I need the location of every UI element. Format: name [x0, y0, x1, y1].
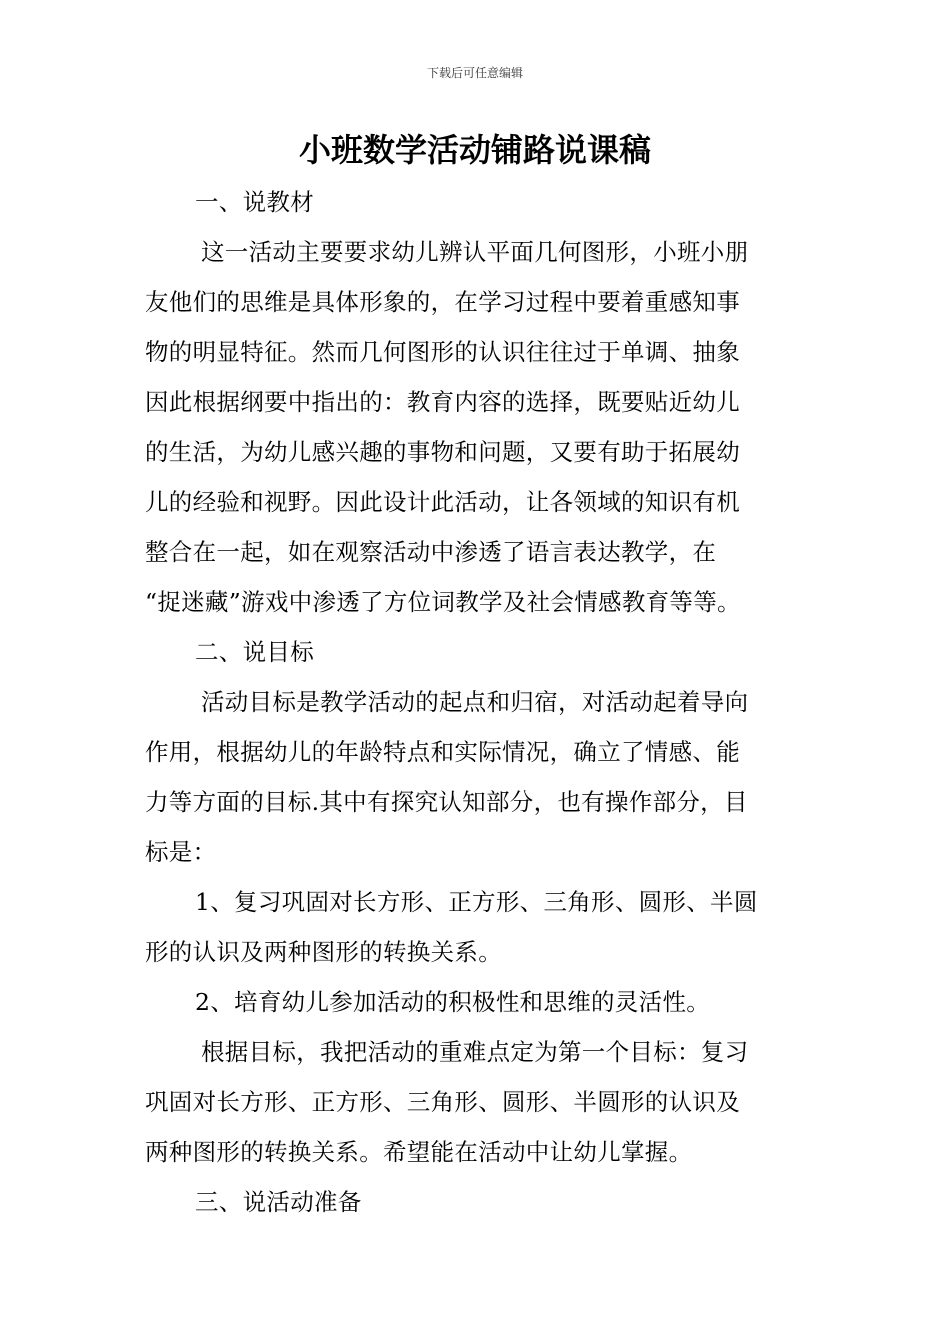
paragraph-line: 标是：	[145, 838, 217, 866]
paragraph-key-points	[145, 1027, 807, 1177]
document-title: 小班数学活动铺路说课稿	[298, 131, 651, 169]
paragraph-teaching-material	[145, 227, 807, 627]
document-body	[145, 177, 807, 1227]
paragraph-line: 2、培育幼儿参加活动的积极性和思维的灵活性。	[195, 988, 711, 1016]
goal-item-2	[145, 977, 807, 1027]
paragraph-line: 儿的经验和视野。因此设计此活动，让各领域的知识有机	[145, 488, 740, 516]
goal-item-1	[145, 877, 807, 977]
section-heading-preparation: 三、说活动准备	[195, 1188, 362, 1216]
paragraph-line: 物的明显特征。然而几何图形的认识往往过于单调、抽象	[145, 338, 740, 366]
paragraph-line: 友他们的思维是具体形象的，在学习过程中要着重感知事	[145, 288, 740, 316]
paragraph-line: 两种图形的转换关系。希望能在活动中让幼儿掌握。	[145, 1138, 693, 1166]
paragraph-line: 的生活，为幼儿感兴趣的事物和问题，又要有助于拓展幼	[145, 438, 740, 466]
section-heading-goals: 二、说目标	[195, 638, 314, 666]
paragraph-goals	[145, 677, 807, 877]
paragraph-line: 作用，根据幼儿的年龄特点和实际情况，确立了情感、能	[145, 738, 740, 766]
paragraph-line: 形的认识及两种图形的转换关系。	[145, 938, 502, 966]
paragraph-line: 1、复习巩固对长方形、正方形、三角形、圆形、半圆	[195, 888, 758, 916]
paragraph-line: 这一活动主要要求幼儿辨认平面几何图形，小班小朋	[201, 238, 749, 266]
paragraph-line: 巩固对长方形、正方形、三角形、圆形、半圆形的认识及	[145, 1088, 740, 1116]
paragraph-line: 力等方面的目标.其中有探究认知部分，也有操作部分，目	[145, 788, 748, 816]
paragraph-line: 因此根据纲要中指出的：教育内容的选择，既要贴近幼儿	[145, 388, 740, 416]
paragraph-line: 根据目标，我把活动的重难点定为第一个目标：复习	[201, 1038, 749, 1066]
page-header: 下载后可任意编辑	[426, 66, 523, 80]
paragraph-line: “捉迷藏”游戏中渗透了方位词教学及社会情感教育等等。	[145, 588, 741, 616]
paragraph-line: 整合在一起，如在观察活动中渗透了语言表达教学，在	[145, 538, 717, 566]
paragraph-line: 活动目标是教学活动的起点和归宿，对活动起着导向	[201, 688, 749, 716]
section-heading-teaching-material: 一、说教材	[195, 188, 314, 216]
